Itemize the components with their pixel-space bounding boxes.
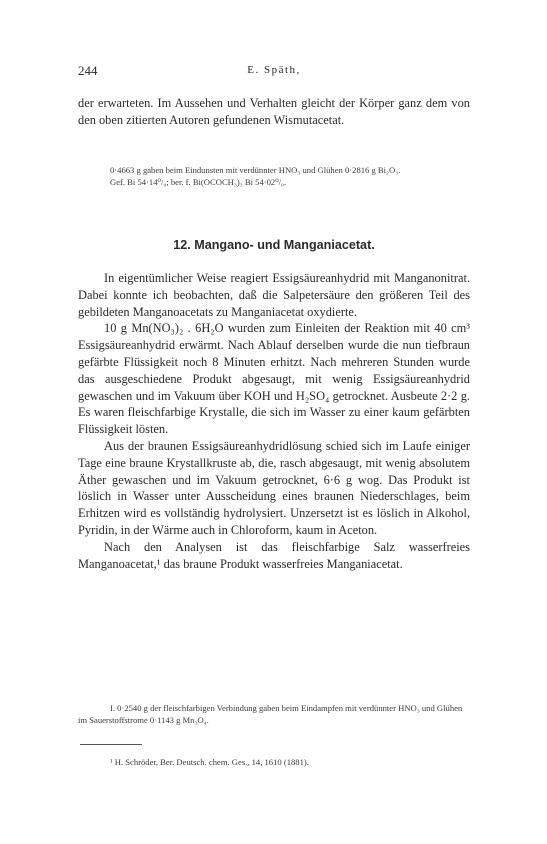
page-number: 244	[78, 63, 98, 78]
footnote: ¹ H. Schröder, Ber. Deutsch. chem. Ges., 14, 1610 (1881).	[110, 757, 309, 767]
paragraph-1: In eigentümlicher Weise reagiert Essigsäureanhydrid mit Manganonitrat. Dabei konnte ich beobachten, daß die Salpetersäure den größeren Teil des gebildeten Manganoacetats zu Manganiacetat oxydierte.	[78, 271, 470, 319]
analysis-bismuth	[78, 164, 470, 188]
analysis-manganese-text: I. 0·2540 g der fleischfarbigen Verbindung gaben beim Eindampfen mit verdünnter HNO₃ und Glühen im Sauerstoffstrome 0·1143 g Mn₃O₄.	[78, 703, 463, 725]
body-text	[78, 270, 470, 572]
paragraph-2: 10 g Mn(NO₃)₂ . 6H₂O wurden zum Einleiten der Reaktion mit 40 cm³ Essigsäureanhydrid erwärmt. Nach Ablauf derselben wurde die nun tiefbraun gefärbte Flüssigkeit noch 8 Minuten erhitzt. Nach mehreren Stunden wurde das ausgeschiedene Produkt abgesaugt, mit wenig Essigsäureanhydrid gewaschen und im Vakuum über KOH und H₂SO₄ getrocknet. Ausbeute 2·2 g. Es waren fleischfarbige Krystalle, die sich im Wasser zu einer kaum gefärbten Flüssigkeit lösten.	[78, 321, 470, 437]
analysis-bismuth-line-1: 0·4663 g gaben beim Eindunsten mit verdünnter HNO₃ und Glühen 0·2816 g Bi₂O₃.	[110, 165, 401, 175]
paragraph-3: Aus der braunen Essigsäureanhydridlösung schied sich im Laufe einiger Tage eine braune Krystallkruste ab, die, rasch abgesaugt, mit wenig absolutem Äther gewaschen und im Vakuum getrocknet, 6·6 g wog. Das Produkt ist löslich in Wasser unter Ausscheidung eines braunen Niederschlages, beim Erhitzen wird es vollständig hydrolysiert. Unzersetzt ist es löslich in Alkohol, Pyridin, in der Wärme auch in Chloroform, kaum in Aceton.	[78, 438, 470, 537]
analysis-manganese	[78, 702, 470, 726]
section-heading: 12. Mangano- und Manganiacetat.	[173, 238, 375, 252]
footnote-divider	[80, 744, 142, 745]
paragraph-4: Nach den Analysen ist das fleischfarbige Salz wasserfreies Manganoacetat,¹ das braune Produkt wasserfreies Manganiacetat.	[78, 539, 470, 571]
page-header	[78, 63, 470, 81]
running-head: E. Späth,	[247, 64, 301, 76]
continuation-text: der erwarteten. Im Aussehen und Verhalten gleicht der Körper ganz dem von den oben zitierten Autoren gefundenen Wismutacetat.	[78, 96, 470, 127]
continuation-paragraph	[78, 95, 470, 129]
analysis-bismuth-line-2: Gef. Bi 54·14⁰/₀; ber. f. Bi(OCOCH₃)₃ Bi 54·02⁰/₀.	[110, 177, 287, 187]
